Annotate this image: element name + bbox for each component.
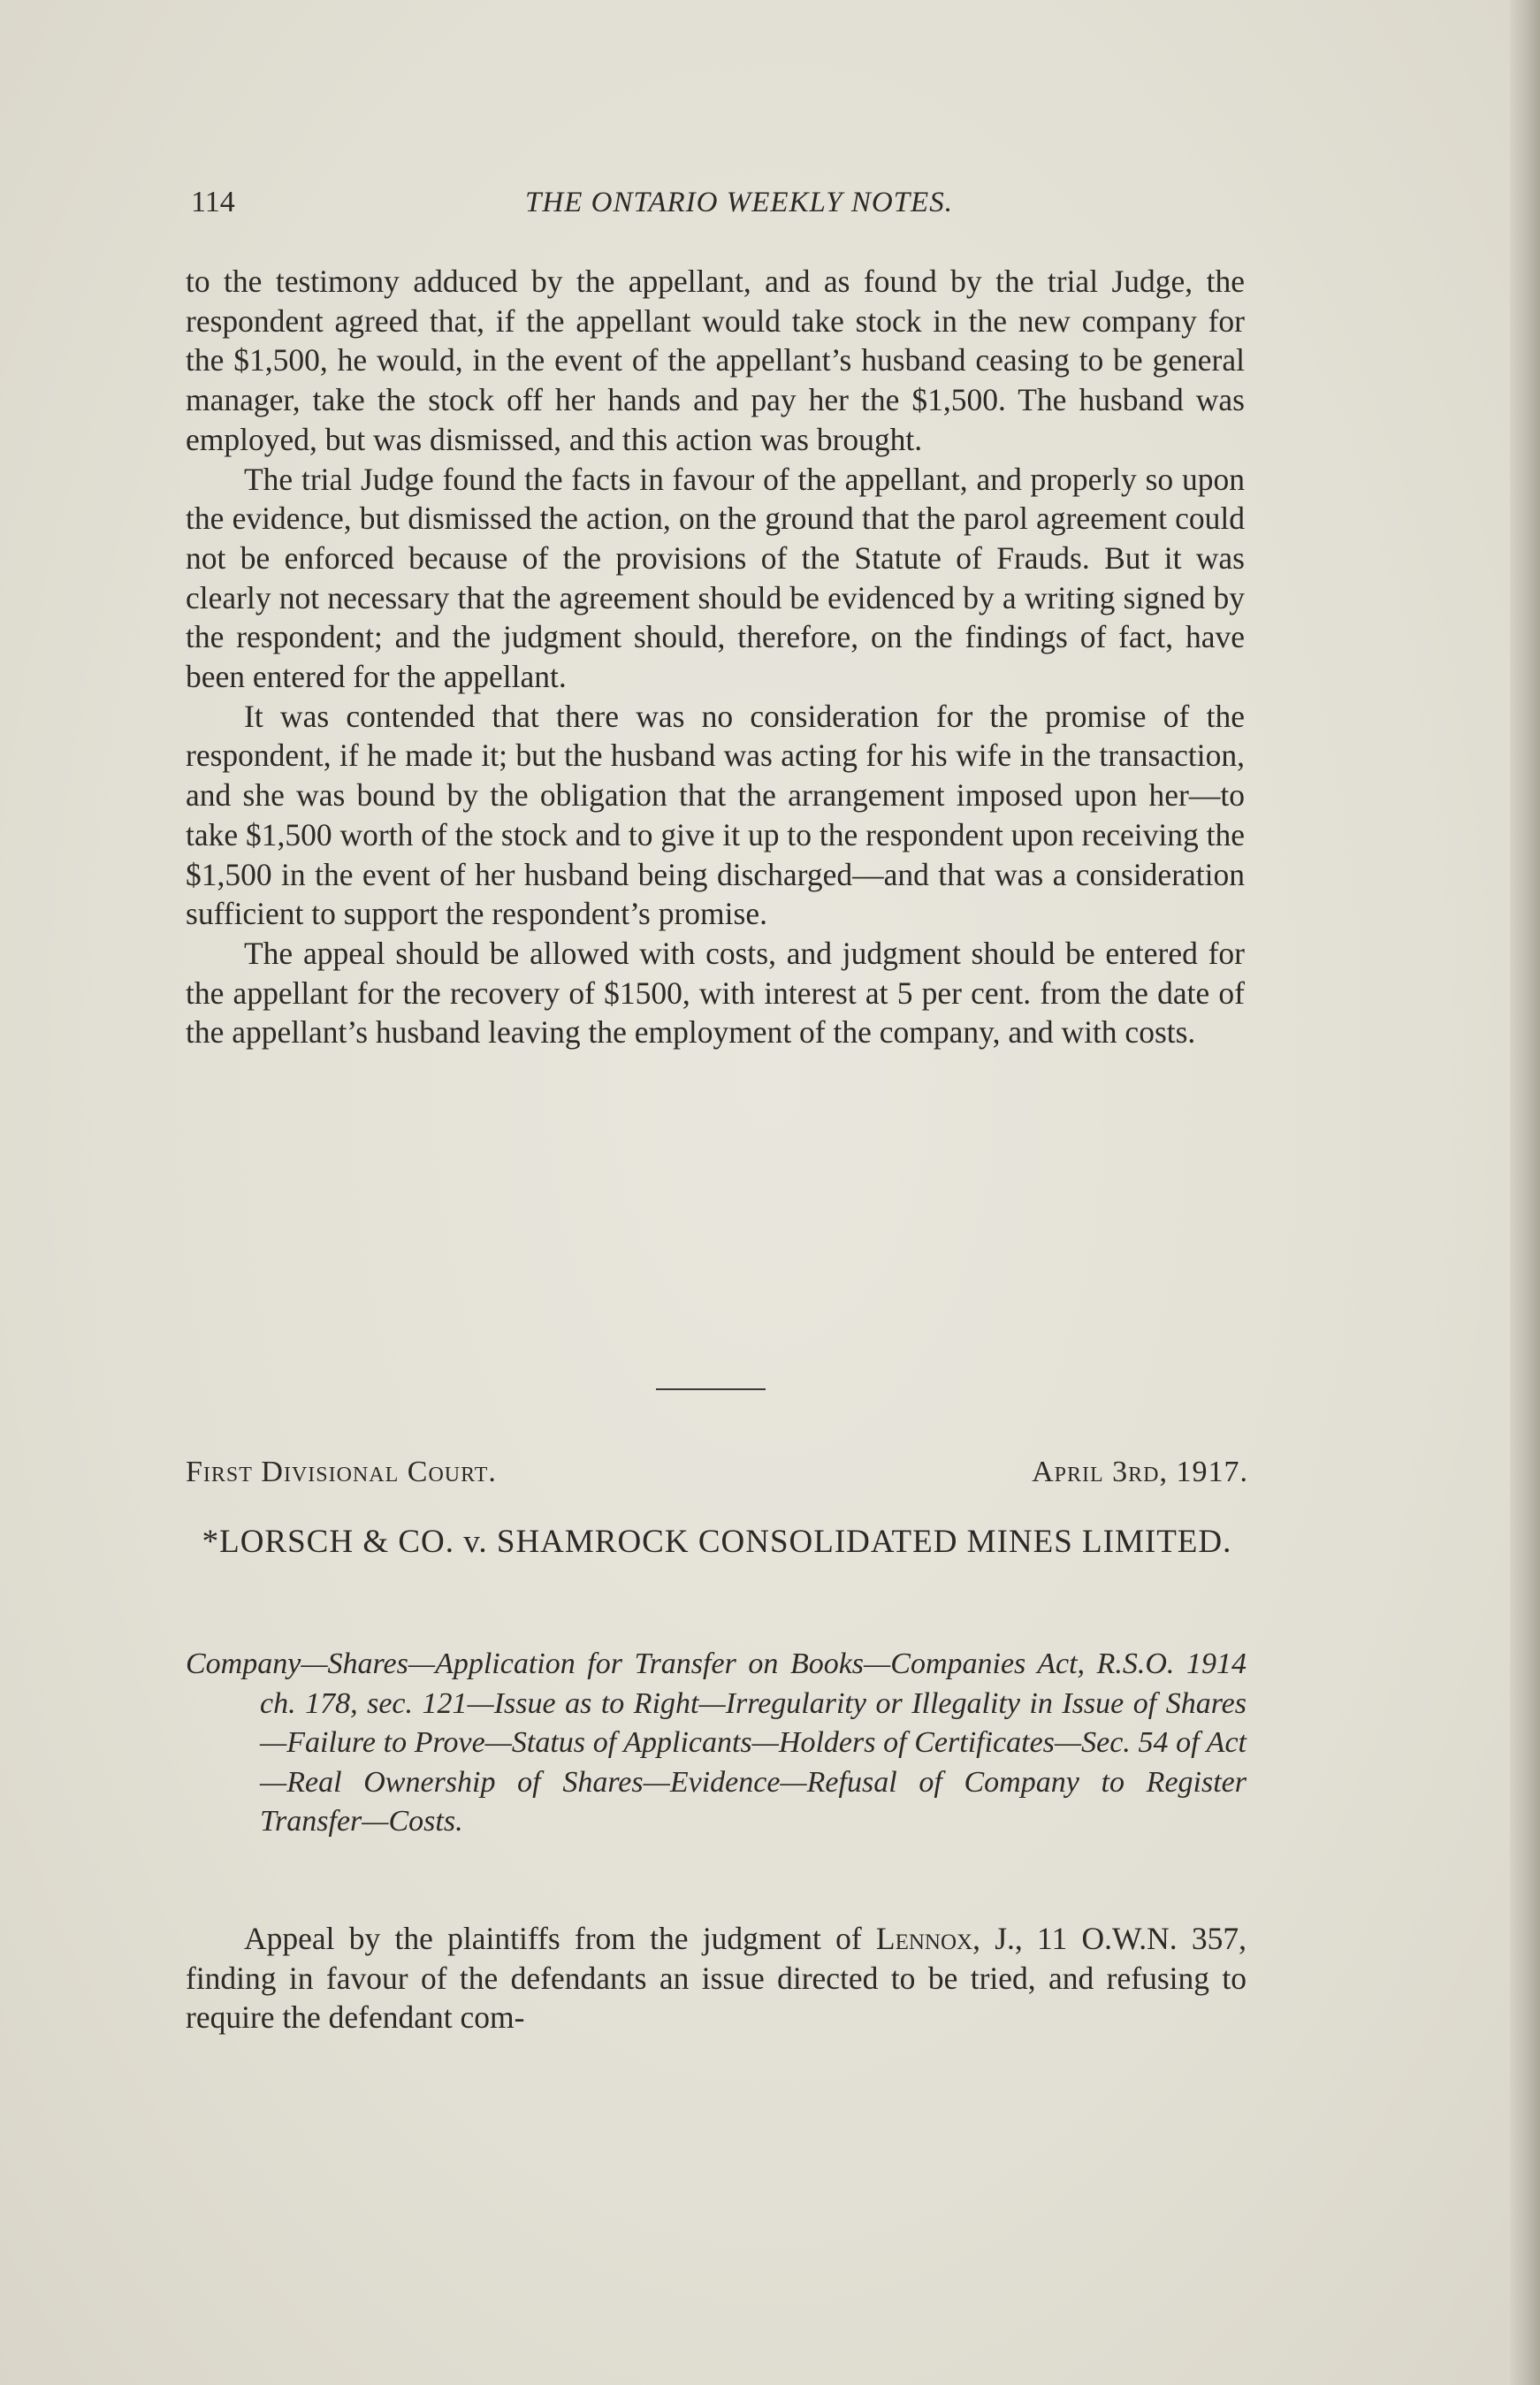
- page-edge-shadow: [1510, 0, 1540, 2385]
- paragraph-consideration: It was contended that there was no consideration for the promise of the respondent, if he made it; but the husband was acting for his wife in the transaction, and she was bound by the obligation that the arrangement imposed upon her—to take $1,500 worth of the stock and to give it up to the respondent upon receiving the $1,500 in the event of her husband being discharged—and that was a consideration sufficient to support the respondent’s promise.: [186, 698, 1245, 932]
- paragraph-trial-judge-findings: The trial Judge found the facts in favour of the appellant, and properly so upon the evidence, but dismissed the action, on the ground that the parol agreement could not be enforced because of the provisions of the Statute of Frauds. But it was clearly not necessary that the agreement should be evidenced by a writing signed by the respondent; and the judgment should, therefore, on the findings of fact, have been entered for the appellant.: [186, 461, 1245, 695]
- page-number: 114: [191, 186, 235, 218]
- opening-text-after: , J., 11 O.W.N. 357, finding in favour of the defendants an issue directed to be tried, and refusing to require the defendant com-: [186, 1921, 1246, 2035]
- paragraph-disposition: The appeal should be allowed with costs, and judgment should be entered for the appellant for the recovery of $1500, with interest at 5 per cent. from the date of the appellant’s husband leaving the employment of the company, and with costs.: [186, 935, 1245, 1051]
- case-title: *LORSCH & CO. v. SHAMROCK CONSOLIDATED MINES LIMITED.: [202, 1524, 1232, 1560]
- judge-name: Lennox: [875, 1921, 973, 1956]
- decision-date: April 3rd, 1917.: [1032, 1456, 1248, 1488]
- court-name: First Divisional Court.: [186, 1456, 497, 1488]
- headnote: Company—Shares—Application for Transfer on Books—Companies Act, R.S.O. 1914 ch. 178, sec. 121—Issue as to Right—Irregularity or Illegality in Issue of Shares—Failure to Prove—Status of Applicants—Holders of Certificates—Sec. 54 of Act—Real Ownership of Shares—Evidence—Refusal of Company to Register Transfer—Costs.: [186, 1647, 1246, 1838]
- court-line: [186, 1450, 1248, 1494]
- section-divider: [656, 1388, 766, 1390]
- page-header: [191, 180, 1252, 233]
- running-title: THE ONTARIO WEEKLY NOTES.: [525, 187, 953, 218]
- opening-text-before: Appeal by the plaintiffs from the judgment of: [244, 1921, 876, 1956]
- paragraph-continuation: to the testimony adduced by the appellant, and as found by the trial Judge, the respondent agreed that, if the appellant would take stock in the new company for the $1,500, he would, in the event of the appellant’s husband ceasing to be general manager, take the stock off her hands and pay her the $1,500. The husband was employed, but was dismissed, and this action was brought.: [186, 264, 1245, 457]
- opening-paragraph: [186, 1919, 1246, 2037]
- judgment-text: [186, 262, 1245, 1052]
